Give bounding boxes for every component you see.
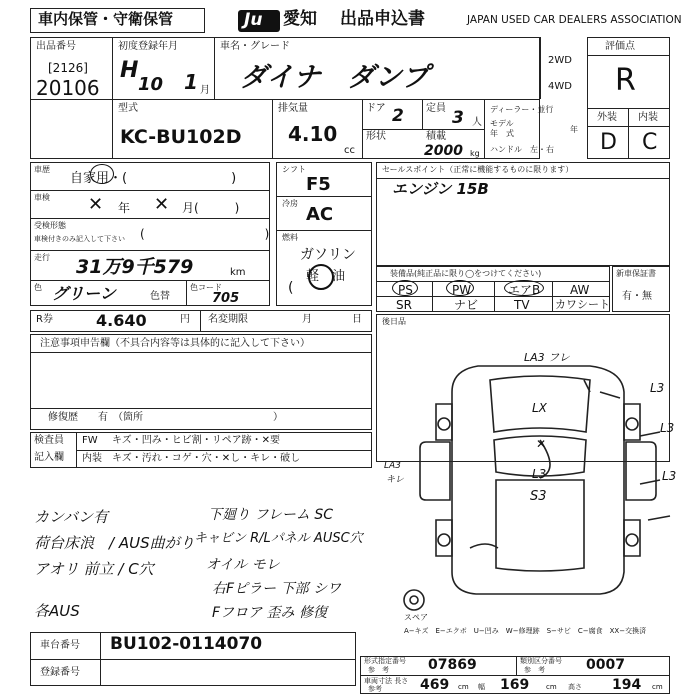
width-label: 幅 — [478, 683, 485, 691]
inspector-label2: 記入欄 — [34, 452, 64, 463]
category-note: 参 考 — [524, 666, 545, 674]
form-title: 出品申込書 — [340, 9, 425, 29]
inspection-mark1: ✕ — [88, 194, 104, 215]
remark-5: 下廻り フレーム SC — [208, 507, 334, 523]
handle-label: ハンドル 左・右 — [490, 145, 554, 154]
mileage-value: 31万9千579 — [76, 256, 194, 278]
storage-title: 車内保管・守衛保管 — [38, 10, 174, 28]
diagram-left-note2: キレ — [386, 475, 404, 485]
diagram-spare-label: スペア — [404, 613, 428, 622]
selling-points-value: エンジン 15B — [392, 180, 489, 198]
capacity-label: 定員 — [426, 103, 446, 114]
mobility-paren: ( ) — [140, 227, 270, 241]
recycle-value: 4.640 — [96, 311, 147, 330]
capacity-unit: 人 — [472, 117, 482, 128]
inspector-row1: キズ・凹み・ヒビ割・リペア跡・✕要 — [112, 435, 280, 446]
remark-3: アオリ 前立 / C穴 — [34, 560, 154, 578]
color-change-label: 色替 — [150, 291, 170, 302]
lot-label: 出品番号 — [36, 41, 76, 52]
equip-airbag-circle — [504, 280, 544, 296]
history-label: 車歴 — [34, 165, 50, 174]
height-unit: cm — [652, 683, 663, 691]
remark-7: オイル モレ — [206, 557, 280, 573]
inspection-year-unit: 年 — [118, 201, 131, 215]
dealer-label: ディーラー・並行 — [490, 105, 554, 114]
plate-label: 登録番号 — [40, 667, 80, 678]
ju-logo-mark: Ju — [244, 10, 263, 30]
length-value: 469 — [420, 677, 450, 693]
score-label: 評価点 — [605, 41, 635, 52]
mileage-label: 走行 — [34, 253, 50, 262]
diagram-top-note: LA3 フレ — [524, 351, 570, 364]
model-year-label2: 年 式 — [490, 129, 514, 138]
equip-airbag[interactable]: エアB — [508, 283, 541, 297]
cooler-value: AC — [306, 204, 334, 225]
displacement-value: 4.10 — [288, 122, 338, 146]
load-value: 2000 — [424, 143, 463, 159]
recycle-label: R券 — [36, 314, 53, 325]
shift-label: シフト — [282, 165, 306, 174]
length-label: 車両寸法 長さ — [364, 677, 409, 685]
equip-leather[interactable]: カワシート — [555, 298, 610, 311]
diagram-l3-right1: L3 — [650, 381, 665, 395]
drive-2wd[interactable]: 2WD — [548, 55, 572, 66]
car-name-value: ダイナ ダンプ — [240, 62, 429, 93]
height-value: 194 — [612, 677, 642, 693]
fuel-circle — [308, 264, 334, 290]
equip-ps[interactable]: PS — [398, 283, 413, 297]
lot-number: 20106 — [36, 76, 100, 100]
interior-value: C — [642, 130, 658, 155]
mileage-unit: km — [230, 267, 246, 278]
displacement-unit: cc — [344, 145, 355, 156]
length-note: 参考 — [368, 685, 382, 693]
late-date-frame — [376, 314, 670, 462]
shape-label: 形状 — [366, 131, 386, 142]
doors-label: ドア — [366, 103, 386, 114]
fuel-value2: 軽 油 — [306, 269, 346, 284]
equip-pw-circle — [446, 280, 474, 296]
registration-era: H — [120, 58, 139, 83]
load-unit: kg — [470, 149, 480, 158]
score-value: R — [615, 63, 636, 98]
car-name-label: 車名・グレード — [220, 41, 290, 52]
exterior-label: 外装 — [597, 112, 617, 123]
equip-sr[interactable]: SR — [396, 298, 412, 312]
model-value: KC-BU102D — [120, 126, 242, 148]
warranty-label: 新車保証書 — [616, 269, 656, 278]
inspection-label: 車検 — [34, 193, 50, 202]
height-label: 高さ — [568, 683, 582, 691]
exterior-value: D — [600, 130, 617, 155]
top-form-frame — [30, 37, 540, 159]
diagram-legend: A−キズ E−エクボ U−凹み W−修理跡 S−サビ C−腐食 XX−交換済 — [404, 627, 647, 635]
fuel-value: ガソリン — [300, 247, 356, 263]
inspection-month-unit: 月( ) — [182, 201, 240, 215]
registration-month-unit: 月 — [200, 85, 210, 96]
category-label: 類別区分番号 — [520, 657, 562, 665]
colorcode-label: 色コード — [190, 283, 222, 292]
equip-tv[interactable]: TV — [514, 298, 530, 312]
name-change-label: 名変期限 — [208, 314, 248, 325]
remark-8: 右Fピラー 下部 シワ — [212, 581, 341, 597]
remark-9: Fフロア 歪み 修復 — [212, 605, 327, 621]
equip-pw[interactable]: PW — [452, 283, 472, 297]
displacement-label: 排気量 — [278, 103, 308, 114]
logo-region: 愛知 — [283, 9, 317, 29]
association-name: JAPAN USED CAR DEALERS ASSOCIATION — [467, 14, 682, 26]
type-designation-value: 07869 — [428, 657, 477, 673]
registration-year: 10 — [138, 74, 164, 95]
type-designation-label: 形式指定番号 — [364, 657, 406, 665]
inspector-label1: 検査員 — [34, 435, 64, 446]
inspector-row2-tag: 内装 — [82, 453, 102, 464]
width-unit: cm — [546, 683, 557, 691]
history-circle — [90, 164, 114, 184]
lot-bracket: [2126] — [48, 61, 88, 75]
notes-label: 注意事項申告欄（不具合内容等は具体的に記入して下さい） — [40, 338, 310, 349]
remark-6: キャビン R/Lパネル AUSC穴 — [194, 531, 363, 546]
registration-month: 1 — [184, 70, 198, 94]
color-value: グリーン — [52, 284, 116, 303]
chassis-value: BU102-0114070 — [110, 634, 263, 654]
shift-value: F5 — [306, 174, 331, 195]
diagram-l3-center: L3 — [532, 467, 547, 481]
mobility-note: 車検付きのみ記入して下さい — [34, 235, 125, 243]
cooler-label: 冷房 — [282, 199, 298, 208]
model-label: 型式 — [118, 103, 138, 114]
drive-4wd[interactable]: 4WD — [548, 81, 572, 92]
color-label: 色 — [34, 283, 42, 292]
fuel-label: 燃料 — [282, 233, 298, 242]
selling-points-label: セールスポイント（正常に機能するものに限ります） — [382, 165, 574, 174]
interior-label: 内装 — [638, 112, 658, 123]
name-change-day: 日 — [352, 314, 362, 325]
remark-4: 各AUS — [34, 602, 80, 620]
registration-label: 初度登録年月 — [118, 41, 178, 52]
diagram-lx: LX — [532, 401, 547, 415]
remark-2: 荷台床浪 / AUS曲がり — [34, 534, 195, 552]
type-designation-note: 参 考 — [368, 666, 389, 674]
length-unit: cm — [458, 683, 469, 691]
category-value: 0007 — [586, 657, 625, 673]
warranty-value[interactable]: 有・無 — [622, 291, 652, 302]
remark-1: カンバン有 — [34, 508, 108, 526]
chassis-label: 車台番号 — [40, 640, 80, 651]
inspector-row2: キズ・汚れ・コゲ・穴・✕し・キレ・破し — [112, 453, 301, 464]
equipment-label: 装備品(純正品に限り◯をつけてください) — [390, 269, 542, 278]
inspector-row1-tag: FW — [82, 435, 98, 446]
inspection-mark2: ✕ — [154, 194, 170, 215]
history-value: 自家用・( ) — [70, 171, 237, 186]
capacity-value: 3 — [452, 108, 464, 128]
doors-value: 2 — [392, 106, 404, 126]
name-change-month: 月 — [302, 314, 312, 325]
model-year-unit: 年 — [570, 125, 578, 134]
recycle-unit: 円 — [180, 314, 190, 325]
mobility-label: 受検形態 — [34, 221, 66, 230]
repair-history-label: 修復歴 有 （箇所 ） — [48, 412, 283, 423]
equip-navi[interactable]: ナビ — [454, 298, 479, 312]
recycle-frame — [30, 310, 372, 332]
model-year-label1: モデル — [490, 119, 514, 128]
width-value: 169 — [500, 677, 530, 693]
load-label: 積載 — [426, 131, 446, 142]
diagram-left-note1: LA3 — [384, 461, 401, 471]
diagram-l3-right2: L3 — [660, 421, 675, 435]
diagram-x: ✕ — [536, 437, 547, 451]
diagram-s3: S3 — [530, 489, 547, 504]
colorcode-value: 705 — [212, 291, 240, 306]
diagram-l3-right3: L3 — [662, 469, 677, 483]
fuel-paren: ( — [288, 280, 294, 296]
late-date-label: 後日品 — [382, 317, 406, 326]
equip-aw[interactable]: AW — [570, 283, 590, 297]
equip-ps-circle — [392, 280, 418, 296]
